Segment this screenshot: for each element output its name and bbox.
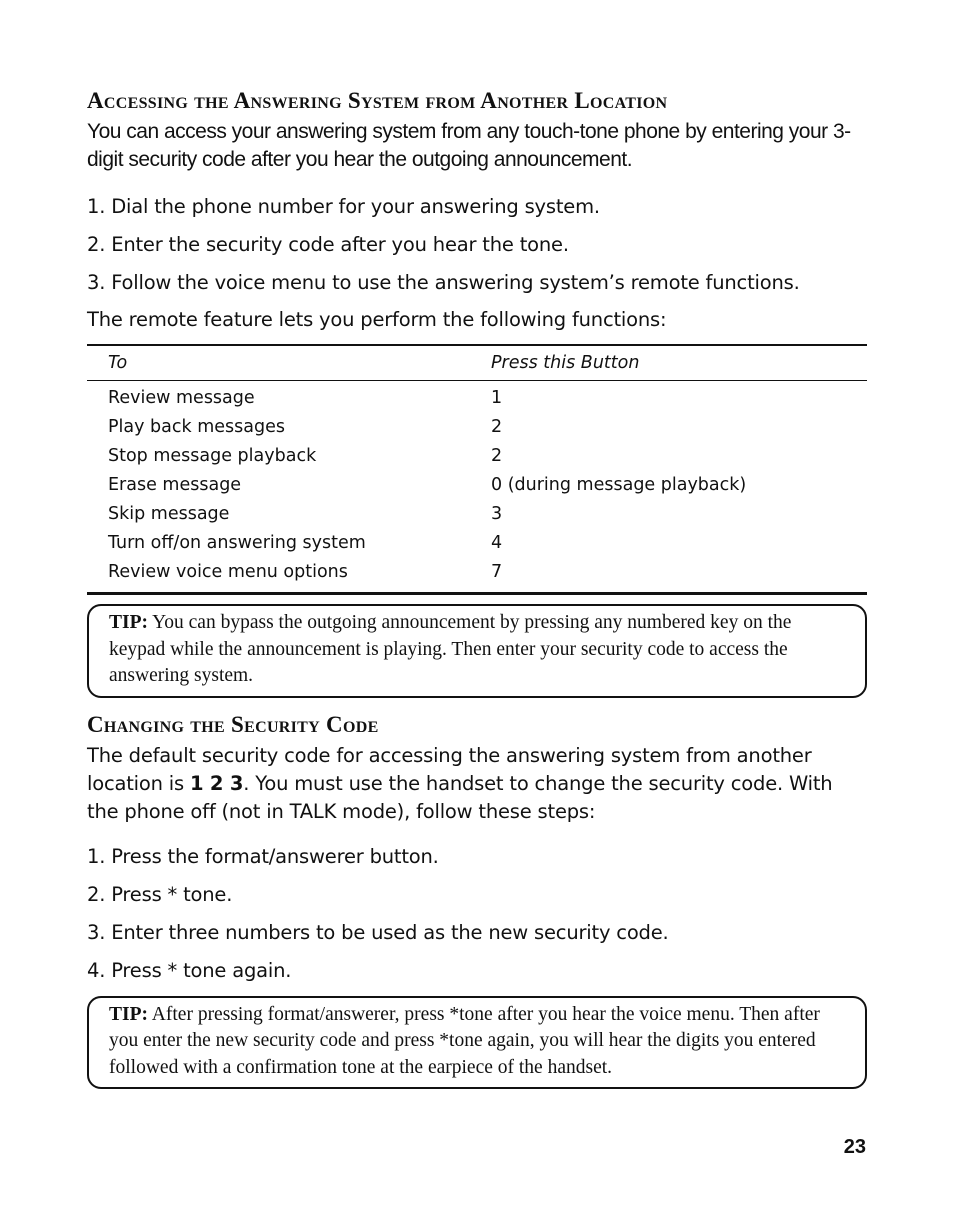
tip-text: After pressing format/answerer, press *tone after you hear the voice menu. Then after you enter the new security code and press *tone again, you will hear the digits you entered followed with a confirmation tone at the earpiece of the handset. <box>109 1003 820 1078</box>
remote-functions-table <box>87 344 867 595</box>
button-cell: 2 <box>491 445 503 466</box>
table-row <box>87 441 867 470</box>
security-code-steps <box>87 844 867 984</box>
section-heading-remote-access: Accessing the Answering System from Another Location <box>87 88 668 113</box>
function-cell: Erase message <box>108 474 242 495</box>
default-code: 1 2 3 <box>189 771 244 795</box>
table-body <box>87 381 867 592</box>
section-heading-security-code: Changing the Security Code <box>87 711 379 737</box>
step-item: 2. Enter the security code after you hear the tone. <box>87 233 569 256</box>
step-item: 2. Press * tone. <box>87 882 233 906</box>
header-to: To <box>108 353 128 373</box>
button-cell: 1 <box>491 387 503 408</box>
header-press-button: Press this Button <box>491 353 640 373</box>
tip-text: You can bypass the outgoing announcement by pressing any numbered key on the keypad while the announcement is playing. Then enter your security code to access the answering system. <box>109 612 792 686</box>
tip-box-bypass <box>87 604 867 698</box>
tip-label: TIP: <box>109 612 148 633</box>
function-cell: Review message <box>108 387 255 408</box>
step-item: 1. Dial the phone number for your answering system. <box>87 195 600 218</box>
button-cell: 0 (during message playback) <box>491 474 747 495</box>
function-cell: Turn off/on answering system <box>108 532 366 553</box>
step-item: 3. Enter three numbers to be used as the new security code. <box>87 920 669 944</box>
button-cell: 4 <box>491 532 503 553</box>
button-cell: 2 <box>491 416 503 437</box>
security-code-text: The default security code for accessing the answering system from another location is <box>87 743 812 795</box>
table-header <box>87 346 867 381</box>
remote-feature-text: The remote feature lets you perform the following functions: <box>87 308 667 331</box>
tip-label: TIP: <box>109 1003 148 1025</box>
step-item: 1. Press the format/answerer button. <box>87 844 439 868</box>
page-number: 23 <box>843 1136 866 1158</box>
table-row <box>87 412 867 441</box>
function-cell: Play back messages <box>108 416 285 437</box>
step-item: 3. Follow the voice menu to use the answering system’s remote functions. <box>87 271 800 294</box>
table-row <box>87 470 867 499</box>
table-row <box>87 499 867 528</box>
remote-access-steps <box>87 194 867 296</box>
table-row <box>87 528 867 557</box>
tip-box-format <box>87 996 867 1090</box>
remote-access-intro: You can access your answering system from any touch-tone phone by entering your 3-digit security code after you hear the outgoing announcement. <box>87 120 851 171</box>
manual-page <box>87 88 867 1089</box>
button-cell: 7 <box>491 561 503 582</box>
security-code-text: . You must use the handset to change the security code. With the phone off (not in TALK mode), follow these steps: <box>87 771 833 823</box>
function-cell: Stop message playback <box>108 445 317 466</box>
function-cell: Review voice menu options <box>108 561 348 582</box>
function-cell: Skip message <box>108 503 230 524</box>
step-item: 4. Press * tone again. <box>87 958 292 982</box>
security-code-paragraph <box>87 742 867 826</box>
table-row <box>87 383 867 412</box>
button-cell: 3 <box>491 503 503 524</box>
table-row <box>87 557 867 586</box>
